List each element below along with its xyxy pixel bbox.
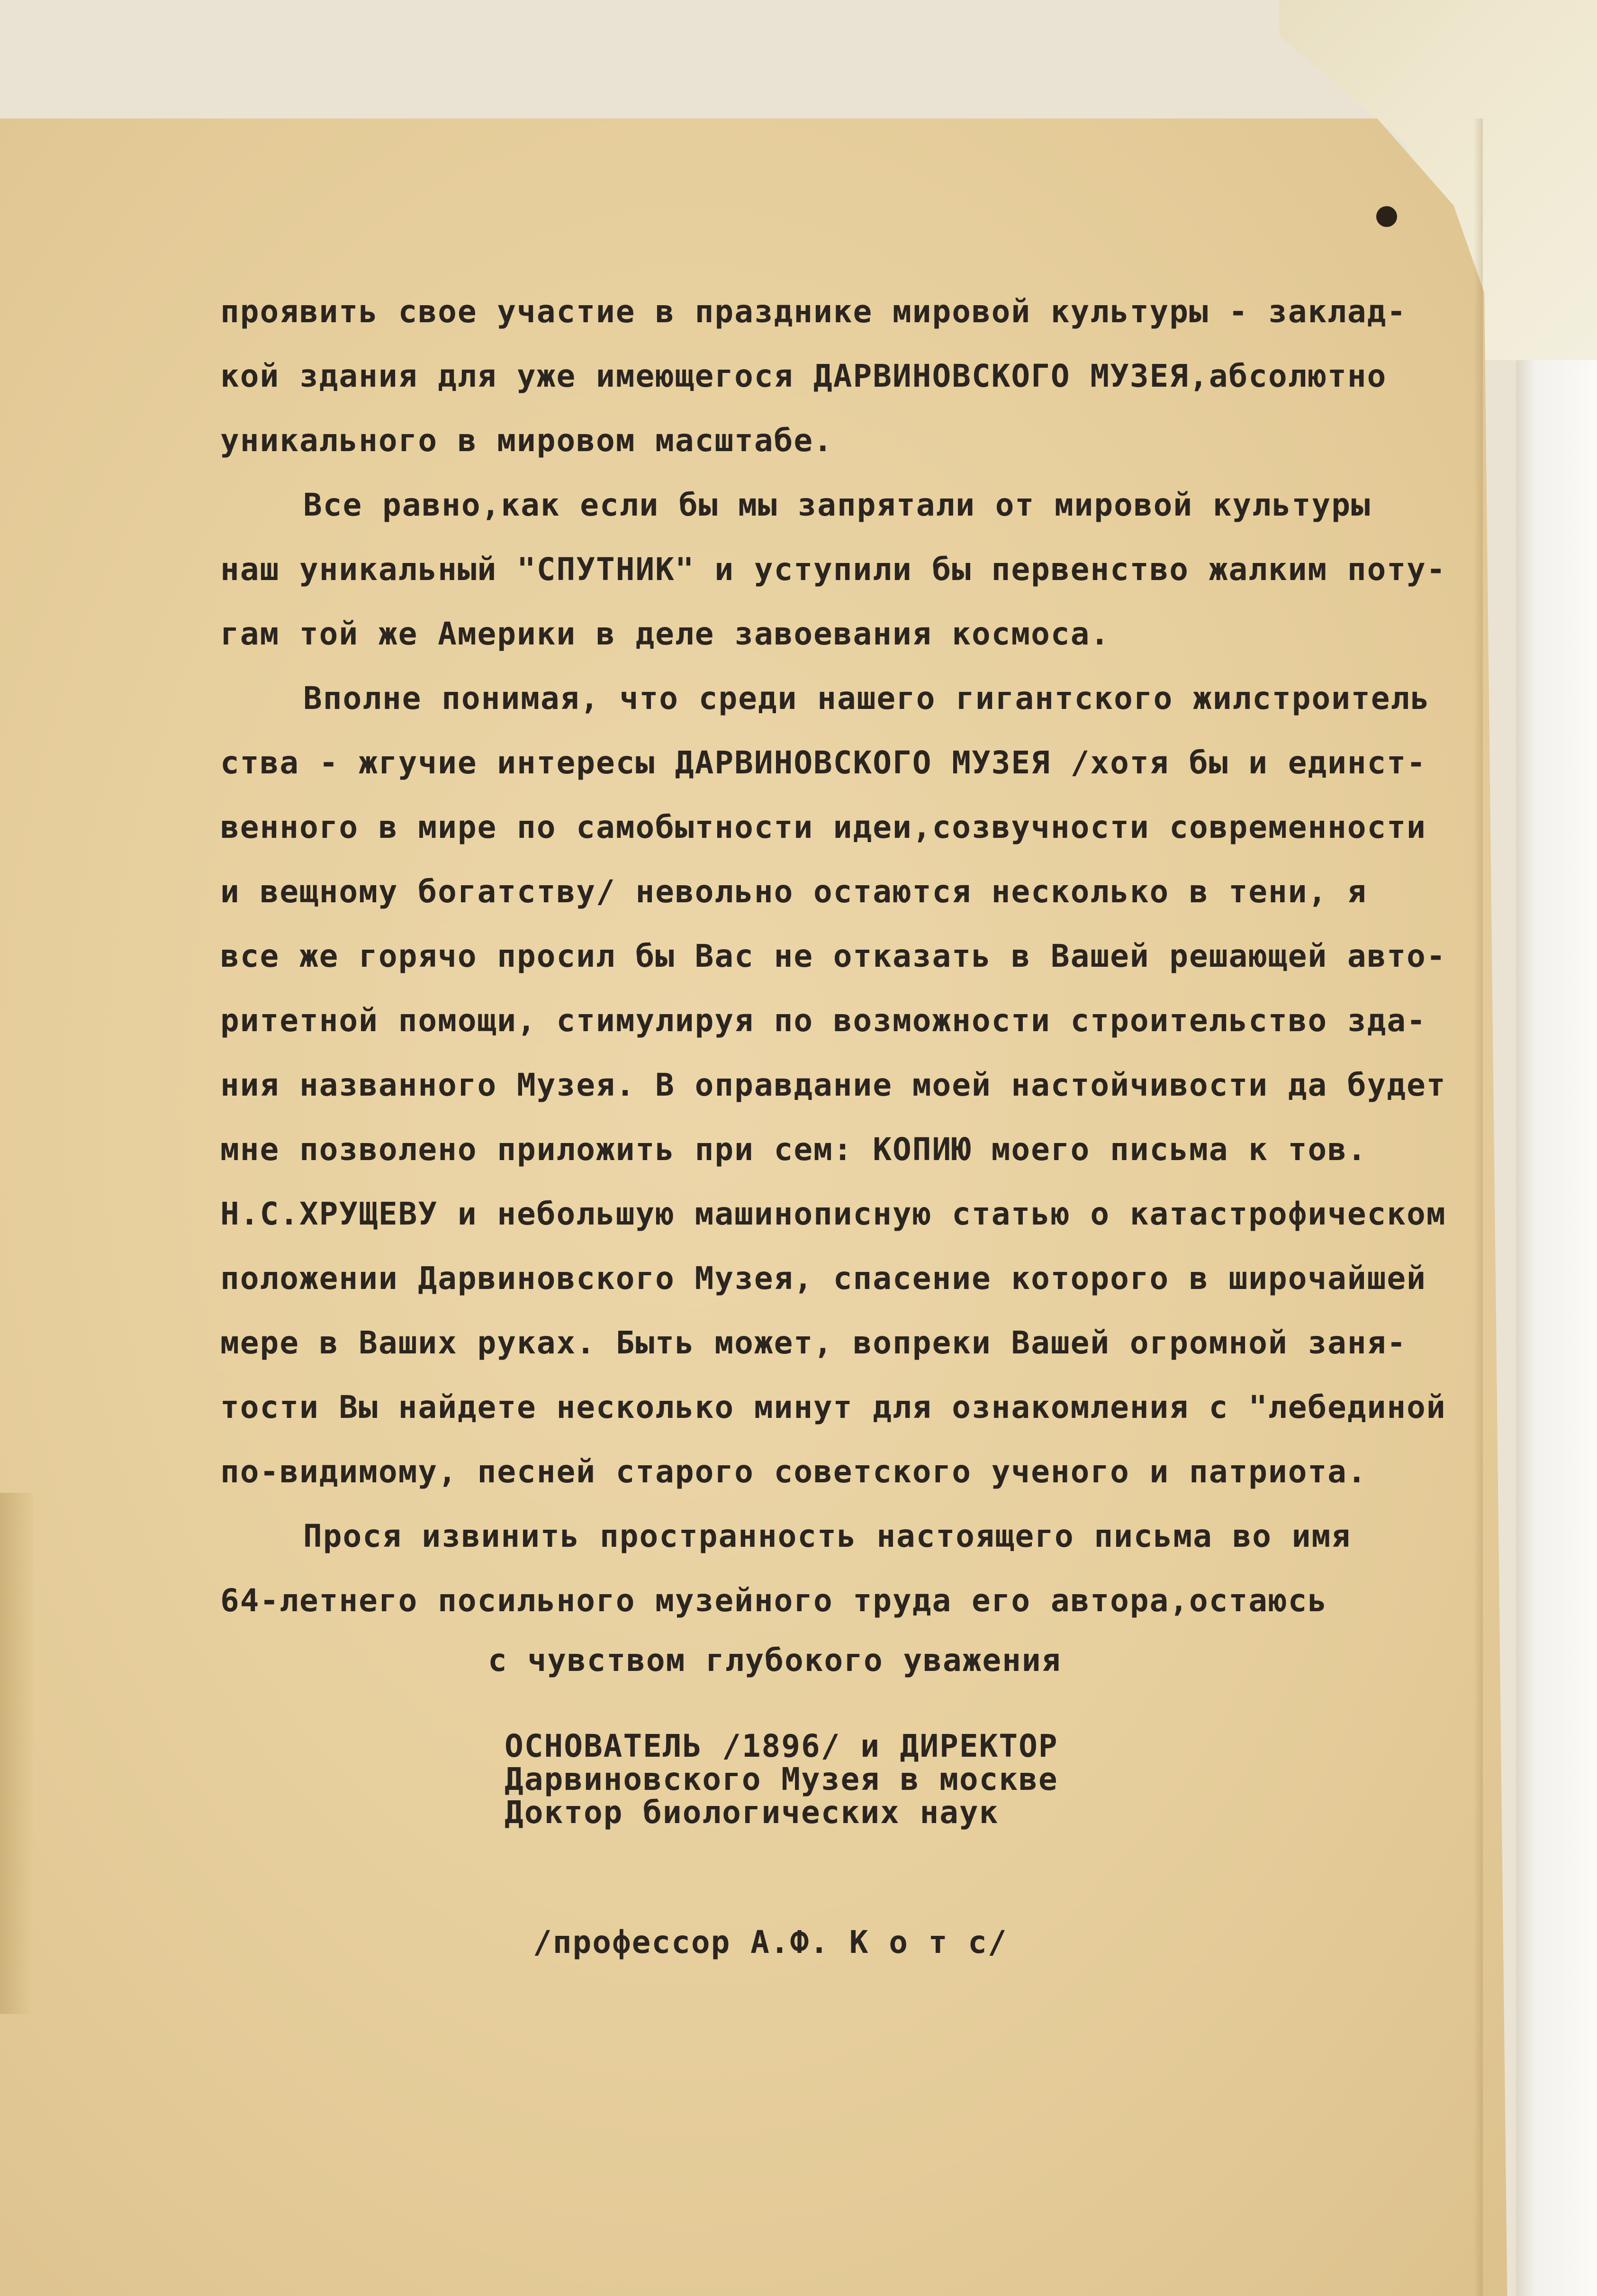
signature-title-line: Дарвиновского Музея в москве: [505, 1761, 1058, 1797]
body-line: ства - жгучие интересы ДАРВИНОВСКОГО МУЗЕЯ /хотя бы и единст-: [220, 744, 1426, 781]
body-line: ния названного Музея. В оправдание моей настойчивости да будет: [220, 1067, 1446, 1103]
page-stack-edge: [0, 1493, 33, 2014]
body-line: проявить свое участие в празднике мировой культуры - заклад-: [220, 293, 1407, 330]
body-line: по-видимому, песней старого советского ученого и патриота.: [220, 1453, 1367, 1490]
signature-block: [505, 1730, 1058, 1829]
binding-hole: [1376, 206, 1397, 227]
body-line: наш уникальный "СПУТНИК" и уступили бы первенство жалким поту-: [220, 551, 1446, 588]
body-line: Прося извинить пространность настоящего письма во имя: [303, 1518, 1351, 1554]
body-line: кой здания для уже имеющегося ДАРВИНОВСКОГО МУЗЕЯ,абсолютно: [220, 358, 1387, 394]
body-line: мере в Ваших руках. Быть может, вопреки Вашей огромной заня-: [220, 1325, 1407, 1361]
signature-title-line: ОСНОВАТЕЛЬ /1896/ и ДИРЕКТОР: [505, 1728, 1058, 1764]
body-line: Все равно,как если бы мы запрятали от мировой культуры: [303, 487, 1371, 523]
body-line: гам той же Америки в деле завоевания космоса.: [220, 616, 1110, 652]
body-line: и вещному богатству/ невольно остаются несколько в тени, я: [220, 873, 1367, 910]
body-line: ритетной помощи, стимулируя по возможности строительство зда-: [220, 1002, 1426, 1039]
body-line: венного в мире по самобытности идеи,созвучности современности: [220, 809, 1426, 845]
body-line: уникального в мировом масштабе.: [220, 422, 833, 459]
body-line: мне позволено приложить при сем: КОПИЮ моего письма к тов.: [220, 1131, 1367, 1168]
underlying-sheet: [1516, 332, 1597, 2296]
closing-phrase: с чувством глубокого уважения: [488, 1642, 1062, 1679]
signature-name: /профессор А.Ф. К о т с/: [533, 1924, 1008, 1960]
body-line: все же горячо просил бы Вас не отказать в Вашей решающей авто-: [220, 938, 1446, 974]
body-line: Вполне понимая, что среди нашего гигантского жилстроитель: [303, 680, 1430, 717]
body-line: тости Вы найдете несколько минут для ознакомления с "лебединой: [220, 1389, 1446, 1425]
body-line: 64-летнего посильного музейного труда его автора,остаюсь: [220, 1582, 1328, 1619]
signature-title-line: Доктор биологических наук: [505, 1794, 999, 1831]
body-line: Н.С.ХРУЩЕВУ и небольшую машинописную статью о катастрофическом: [220, 1196, 1446, 1232]
letter-body: [220, 280, 1509, 1633]
body-line: положении Дарвиновского Музея, спасение которого в широчайшей: [220, 1260, 1426, 1297]
